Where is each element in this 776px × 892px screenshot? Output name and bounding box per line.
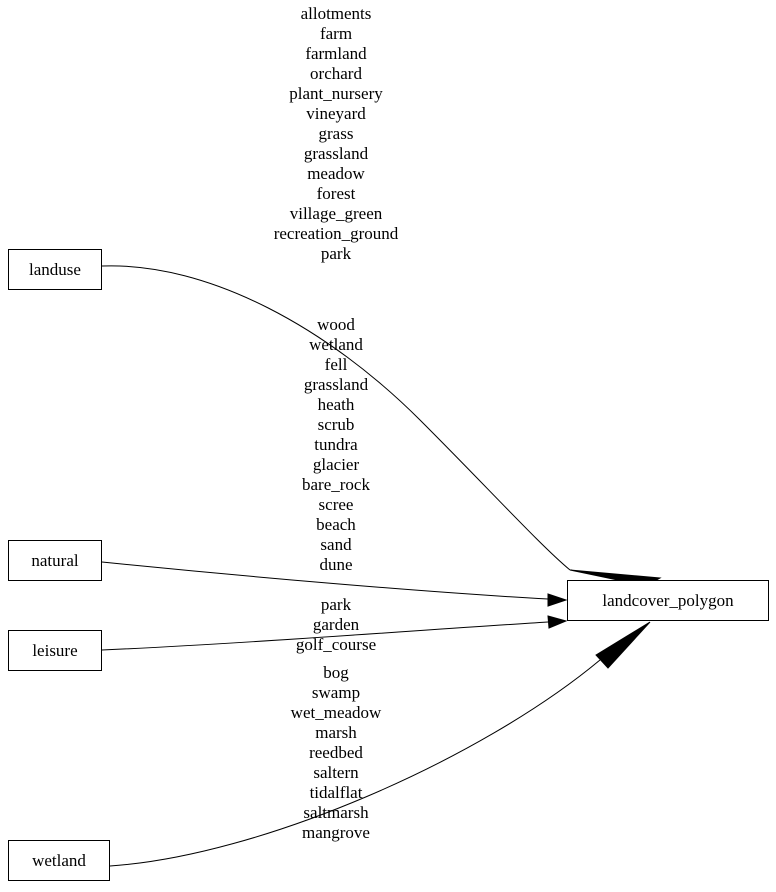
edge-label-line: bog bbox=[323, 663, 349, 682]
edge-label-line: mangrove bbox=[302, 823, 370, 842]
node-landcover-polygon-label: landcover_polygon bbox=[602, 590, 734, 610]
edge-label-line: glacier bbox=[312, 455, 360, 474]
edge-label-line: fell bbox=[324, 355, 348, 374]
edge-label-natural-values bbox=[246, 315, 426, 575]
edge-label-line: vineyard bbox=[306, 104, 366, 123]
edge-label-line: heath bbox=[317, 395, 355, 414]
edge-label-line: farm bbox=[319, 24, 353, 43]
node-leisure[interactable] bbox=[8, 630, 102, 671]
edge-label-line: reedbed bbox=[309, 743, 363, 762]
edge-label-landuse-values bbox=[246, 4, 426, 264]
edge-label-wetland-values bbox=[246, 663, 426, 843]
edge-label-line: plant_nursery bbox=[289, 84, 383, 103]
edge-label-line: park bbox=[320, 595, 352, 614]
edge-label-line: marsh bbox=[315, 723, 357, 742]
edge-label-line: meadow bbox=[307, 164, 365, 183]
node-landcover-polygon[interactable] bbox=[567, 580, 769, 621]
edge-label-line: wet_meadow bbox=[290, 703, 382, 722]
edge-label-line: grass bbox=[318, 124, 354, 143]
edge-label-line: garden bbox=[312, 615, 360, 634]
node-leisure-label: leisure bbox=[32, 640, 78, 660]
edge-label-line: orchard bbox=[310, 64, 362, 83]
edge-label-line: sand bbox=[320, 535, 352, 554]
edge-label-line: village_green bbox=[289, 204, 383, 223]
edge-label-line: allotments bbox=[300, 4, 372, 23]
edge-label-line: dune bbox=[319, 555, 353, 574]
edge-label-line: scrub bbox=[317, 415, 355, 434]
edge-label-line: recreation_ground bbox=[273, 224, 399, 243]
edge-label-line: wood bbox=[317, 315, 355, 334]
edge-label-line: scree bbox=[318, 495, 354, 514]
edge-label-line: beach bbox=[316, 515, 356, 534]
edge-label-line: forest bbox=[316, 184, 356, 203]
edge-label-line: wetland bbox=[309, 335, 363, 354]
edge-label-line: park bbox=[320, 244, 352, 263]
node-natural[interactable] bbox=[8, 540, 102, 581]
edge-label-line: farmland bbox=[305, 44, 367, 63]
edge-label-line: saltern bbox=[313, 763, 359, 782]
edge-label-leisure-values bbox=[246, 595, 426, 655]
node-landuse[interactable] bbox=[8, 249, 102, 290]
edge-label-line: grassland bbox=[303, 144, 369, 163]
edge-label-line: tidalflat bbox=[309, 783, 363, 802]
edge-label-line: saltmarsh bbox=[303, 803, 369, 822]
edge-label-line: tundra bbox=[314, 435, 358, 454]
node-wetland-label: wetland bbox=[32, 850, 86, 870]
node-natural-label: natural bbox=[31, 550, 79, 570]
node-wetland[interactable] bbox=[8, 840, 110, 881]
node-landuse-label: landuse bbox=[29, 259, 81, 279]
edge-label-line: golf_course bbox=[295, 635, 377, 654]
edge-label-line: grassland bbox=[303, 375, 369, 394]
edge-label-line: bare_rock bbox=[302, 475, 370, 494]
edge-label-line: swamp bbox=[311, 683, 361, 702]
